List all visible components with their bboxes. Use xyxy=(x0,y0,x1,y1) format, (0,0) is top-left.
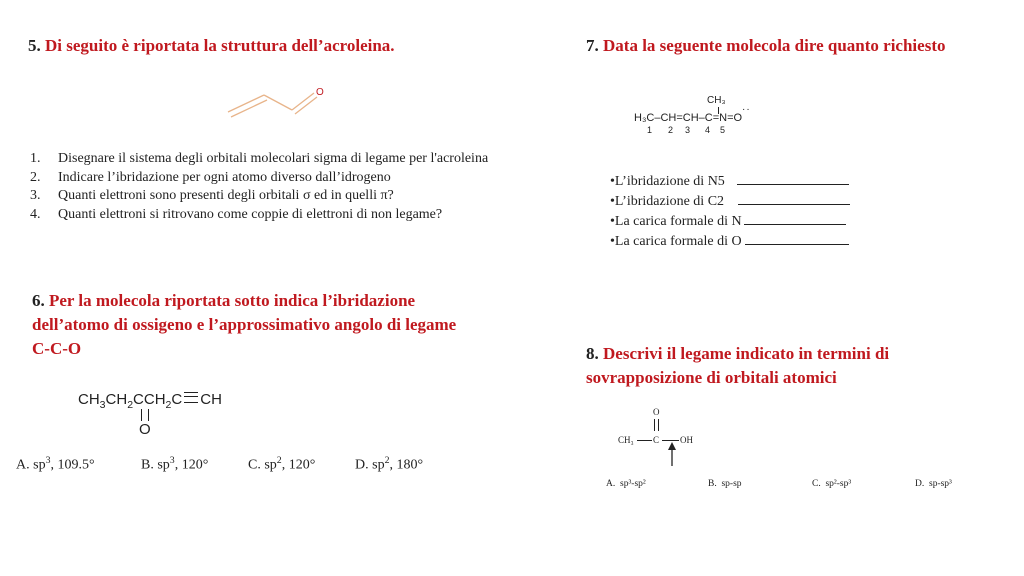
q7-atom-number: 3 xyxy=(685,125,691,135)
q6-title-line: dell’atomo di ossigeno e l’approssimativo angolo di legame xyxy=(32,315,457,334)
q8-carbon: C xyxy=(653,435,660,445)
list-item: 2. Indicare l’ibridazione per ogni atomo diverso dall’idrogeno xyxy=(30,169,391,185)
q7-bullet: •L’ibridazione di N5 xyxy=(610,172,849,192)
q7-atom-number: 5 xyxy=(720,125,726,135)
q7-atom-number: 2 xyxy=(668,125,674,135)
list-item: 1. Disegnare il sistema degli orbitali molecolari sigma di legame per l'acroleina xyxy=(30,151,489,166)
q8-option-d: D. sp-sp³ xyxy=(915,479,952,489)
q8-carbonyl-double-bond xyxy=(654,419,659,431)
q8-bond-ch3-c xyxy=(637,440,652,441)
q6-title-line: 6. Per la molecola riportata sotto indica l’ibridazione xyxy=(32,291,416,310)
acrolein-oxygen: O xyxy=(316,87,324,98)
triple-bond-icon xyxy=(184,392,198,403)
q6-option-b: B. $sp^3$, 120° xyxy=(141,455,209,473)
q6-title xyxy=(32,289,456,361)
q8-number: 8. xyxy=(586,344,599,363)
q8-title xyxy=(586,342,889,390)
q7-title xyxy=(586,34,945,58)
q5-number: 5. xyxy=(28,36,41,55)
carbonyl-carbon: C xyxy=(133,391,144,408)
q8-methyl: CH₃ xyxy=(618,435,634,445)
q8-oxygen: O xyxy=(653,407,660,417)
acrolein-structure xyxy=(222,82,332,122)
q7-atom-number: 4 xyxy=(705,125,711,135)
q8-option-a: A. sp³-sp² xyxy=(606,479,646,489)
q8-hydroxyl: OH xyxy=(680,435,693,445)
answer-blank[interactable] xyxy=(738,192,850,205)
q6-oxygen: O xyxy=(139,421,151,438)
acrolein-bonds xyxy=(228,93,317,117)
q6-number: 6. xyxy=(32,291,45,310)
q8-title-line: 8. Descrivi il legame indicato in termini di xyxy=(586,344,890,363)
q7-methyl-group: CH₃ xyxy=(707,95,726,106)
q5-list xyxy=(30,150,488,224)
q8-option-b: B. sp-sp xyxy=(708,479,742,489)
q8-option-c: C. sp²-sp³ xyxy=(812,479,852,489)
list-item: 3. Quanti elettroni sono presenti degli orbitali σ ed in quelli π? xyxy=(30,188,394,203)
q7-formula: H₃C–CH=CH–C=N=O xyxy=(634,112,743,124)
q6-option-d: D. $sp^2$, 180° xyxy=(355,455,424,473)
q7-bullet: •L’ibridazione di C2 xyxy=(610,192,850,212)
q7-title-text: Data la seguente molecola dire quanto richiesto xyxy=(603,36,946,55)
q6-molecule: $CH_3CH_2CCH_2C$ CH xyxy=(78,391,222,411)
q6-title-line: C-C-O xyxy=(32,339,82,358)
answer-blank[interactable] xyxy=(744,212,846,225)
carbonyl-double-bond-icon xyxy=(141,409,149,421)
q7-bullet: •La carica formale di O xyxy=(610,232,849,252)
arrow-up-icon xyxy=(667,442,677,466)
answer-blank[interactable] xyxy=(745,232,849,245)
q7-lone-pair: ·· xyxy=(742,104,751,115)
q5-title xyxy=(28,34,395,58)
q5-title-text: Di seguito è riportata la struttura dell’acroleina. xyxy=(45,36,395,55)
q7-number: 7. xyxy=(586,36,599,55)
q7-atom-number: 1 xyxy=(647,125,653,135)
q7-bullet: •La carica formale di N xyxy=(610,212,846,232)
q6-option-c: C. $sp^2$, 120° xyxy=(248,455,316,473)
list-item: 4. Quanti elettroni si ritrovano come coppie di elettroni di non legame? xyxy=(30,206,443,222)
q8-title-line: sovrapposizione di orbitali atomici xyxy=(586,368,837,387)
q8-bond-c-oh xyxy=(662,440,679,441)
answer-blank[interactable] xyxy=(737,172,849,185)
q6-option-a: A. $sp^3$, 109.5° xyxy=(16,455,95,473)
bond-c2-c3 xyxy=(264,95,292,110)
